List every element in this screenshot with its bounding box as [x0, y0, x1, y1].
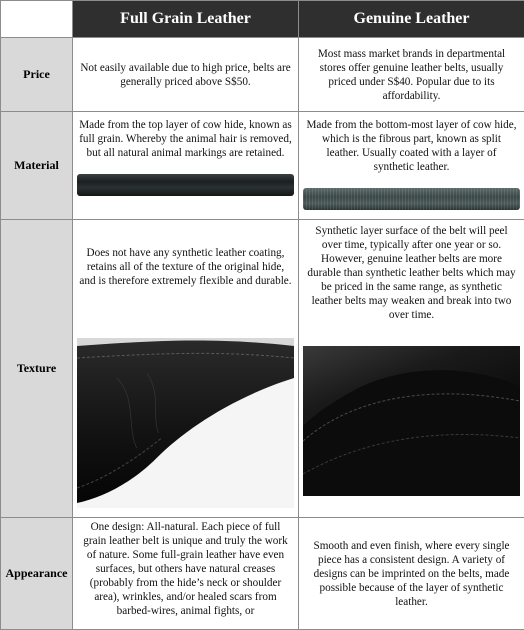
full-grain-belt-image [77, 338, 294, 508]
row-price [1, 38, 524, 112]
header-full-grain: Full Grain Leather [73, 1, 299, 38]
appearance-full-grain-text: One design: All-natural. Each piece of full grain leather belt is unique and truly the work of nature. Some full-grain leather have even surfaces, but others have natural creases (probably from the hide’s neck or shoulder area), wrinkles, and/or healed scars from barbed-wires, animal fights, or [83, 521, 288, 617]
full-grain-strip-image [77, 174, 294, 196]
cell-price-full-grain [73, 38, 299, 112]
row-label-material: Material [1, 112, 73, 220]
header-genuine: Genuine Leather [299, 1, 524, 38]
row-material [1, 112, 524, 220]
cell-texture-genuine [299, 220, 524, 518]
row-texture [1, 220, 524, 518]
header-corner [1, 1, 73, 38]
price-genuine-text: Most mass market brands in departmental stores offer genuine leather belts, usually priced under S$40. Popular due to its affordability. [317, 47, 506, 102]
texture-genuine-text: Synthetic layer surface of the belt will peel over time, typically after one year or so. However, genuine leather belts are more durable than synthetic leather belts which may be priced in the same range, as synthetic leather belts may weaken and break into two over time. [307, 225, 516, 321]
row-label-texture: Texture [1, 220, 73, 518]
row-label-appearance: Appearance [1, 518, 73, 630]
cell-material-full-grain [73, 112, 299, 220]
genuine-strip-image [303, 188, 520, 210]
texture-full-grain-text: Does not have any synthetic leather coating, retains all of the texture of the original hide, and is therefore extremely flexible and durable. [79, 247, 292, 287]
cell-material-genuine [299, 112, 524, 220]
appearance-genuine-text: Smooth and even finish, where every single piece has a consistent design. A variety of designs can be imprinted on the belts, made possible because of the layer of synthetic leather. [313, 539, 510, 608]
cell-appearance-full-grain [73, 518, 299, 630]
cell-appearance-genuine [299, 518, 524, 630]
genuine-belt-image [303, 346, 520, 496]
material-full-grain-text: Made from the top layer of cow hide, known as full grain. Whereby the animal hair is removed, but all natural animal markings are retained. [79, 119, 292, 159]
header-row [1, 1, 524, 38]
row-label-price: Price [1, 38, 73, 112]
price-full-grain-text: Not easily available due to high price, belts are generally priced above S$50. [80, 61, 291, 88]
row-appearance [1, 518, 524, 630]
cell-texture-full-grain [73, 220, 299, 518]
cell-price-genuine [299, 38, 524, 112]
material-genuine-text: Made from the bottom-most layer of cow hide, which is the fibrous part, known as split leather. Usually coated with a layer of synthetic leather. [306, 119, 517, 173]
